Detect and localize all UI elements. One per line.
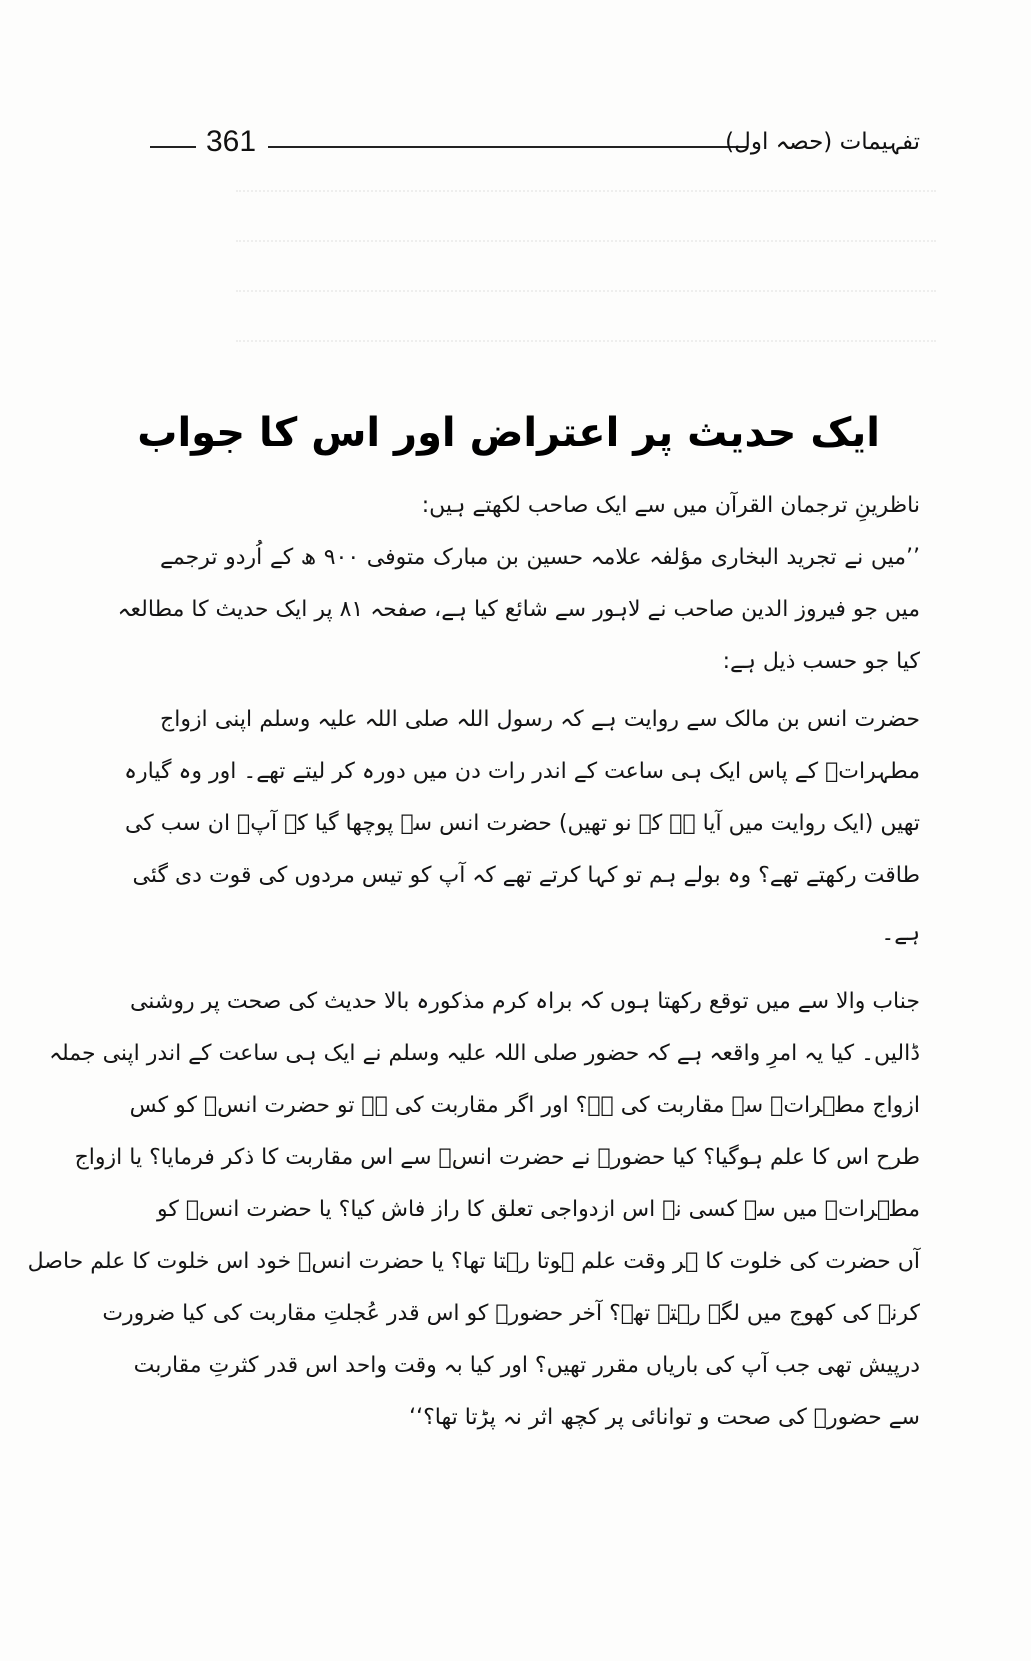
header-dash <box>150 146 196 148</box>
hadith-line: حضرت انس بن مالک سے روایت ہے کہ رسول اللہ صلی اللہ علیہ وسلم اپنی ازواج <box>160 707 920 732</box>
show-through-mark <box>236 290 936 306</box>
show-through-mark <box>236 190 936 206</box>
header-rule <box>268 146 748 148</box>
question-line: مطہراتؓ میں سے کسی نے اس ازدواجی تعلق کا راز فاش کیا؟ یا حضرت انسؓ کو <box>157 1197 920 1222</box>
show-through-mark <box>236 340 936 356</box>
hadith-line: مطہراتؓ کے پاس ایک ہی ساعت کے اندر رات دن میں دورہ کر لیتے تھے۔ اور وہ گیارہ <box>124 759 920 784</box>
question-line: سے حضورؐ کی صحت و توانائی پر کچھ اثر نہ پڑتا تھا؟‘‘ <box>409 1405 920 1430</box>
question-line: ازواج مطہراتؓ سے مقاربت کی ہے؟ اور اگر مقاربت کی ہے تو حضرت انسؓ کو کس <box>129 1093 920 1118</box>
article-body <box>27 482 920 1562</box>
question-line: درپیش تھی جب آپ کی باریاں مقرر تھیں؟ اور کیا بہ وقت واحد اس قدر کثرتِ مقاربت <box>133 1353 920 1378</box>
quote-line: ’’میں نے تجرید البخاری مؤلفہ علامہ حسین بن مبارک متوفی ۹۰۰ ھ کے اُردو ترجمے <box>160 545 920 570</box>
question-line: طرح اس کا علم ہوگیا؟ کیا حضورؐ نے حضرت انسؓ سے اس مقاربت کا ذکر فرمایا؟ یا ازواج <box>74 1145 920 1170</box>
running-title: تفہیمات (حصہ اول) <box>725 129 920 155</box>
show-through-mark <box>236 240 936 256</box>
hadith-line: تھیں (ایک روایت میں آیا ہے کہ نو تھیں) حضرت انس سے پوچھا گیا کہ آپؐ ان سب کی <box>124 811 920 836</box>
hadith-line: ہے۔ <box>881 921 920 946</box>
page-number: 361 <box>206 125 257 158</box>
question-line: جناب والا سے میں توقع رکھتا ہوں کہ براہ کرم مذکورہ بالا حدیث کی صحت پر روشنی <box>129 989 920 1014</box>
hadith-line: طاقت رکھتے تھے؟ وہ بولے ہم تو کہا کرتے تھے کہ آپ کو تیس مردوں کی قوت دی گئی <box>132 863 920 888</box>
quote-line: کیا جو حسب ذیل ہے: <box>722 649 920 674</box>
question-line: ڈالیں۔ کیا یہ امرِ واقعہ ہے کہ حضور صلی اللہ علیہ وسلم نے ایک ہی ساعت کے اندر اپنی جملہ <box>49 1041 920 1066</box>
question-line: آں حضرت کی خلوت کا ہر وقت علم ہوتا رہتا تھا؟ یا حضرت انسؓ خود اس خلوت کا علم حاصل <box>27 1249 920 1274</box>
quote-line: میں جو فیروز الدین صاحب نے لاہور سے شائع کیا ہے، صفحہ ۸۱ پر ایک حدیث کا مطالعہ <box>117 597 920 622</box>
article-title: ایک حدیث پر اعتراض اور اس کا جواب <box>137 410 880 456</box>
page-header <box>150 124 920 164</box>
intro-line: ناظرینِ ترجمان القرآن میں سے ایک صاحب لکھتے ہیں: <box>421 493 920 518</box>
question-line: کرنے کی کھوج میں لگے رہتے تھے؟ آخر حضورؐ کو اس قدر عُجلتِ مقاربت کی کیا ضرورت <box>102 1301 920 1326</box>
